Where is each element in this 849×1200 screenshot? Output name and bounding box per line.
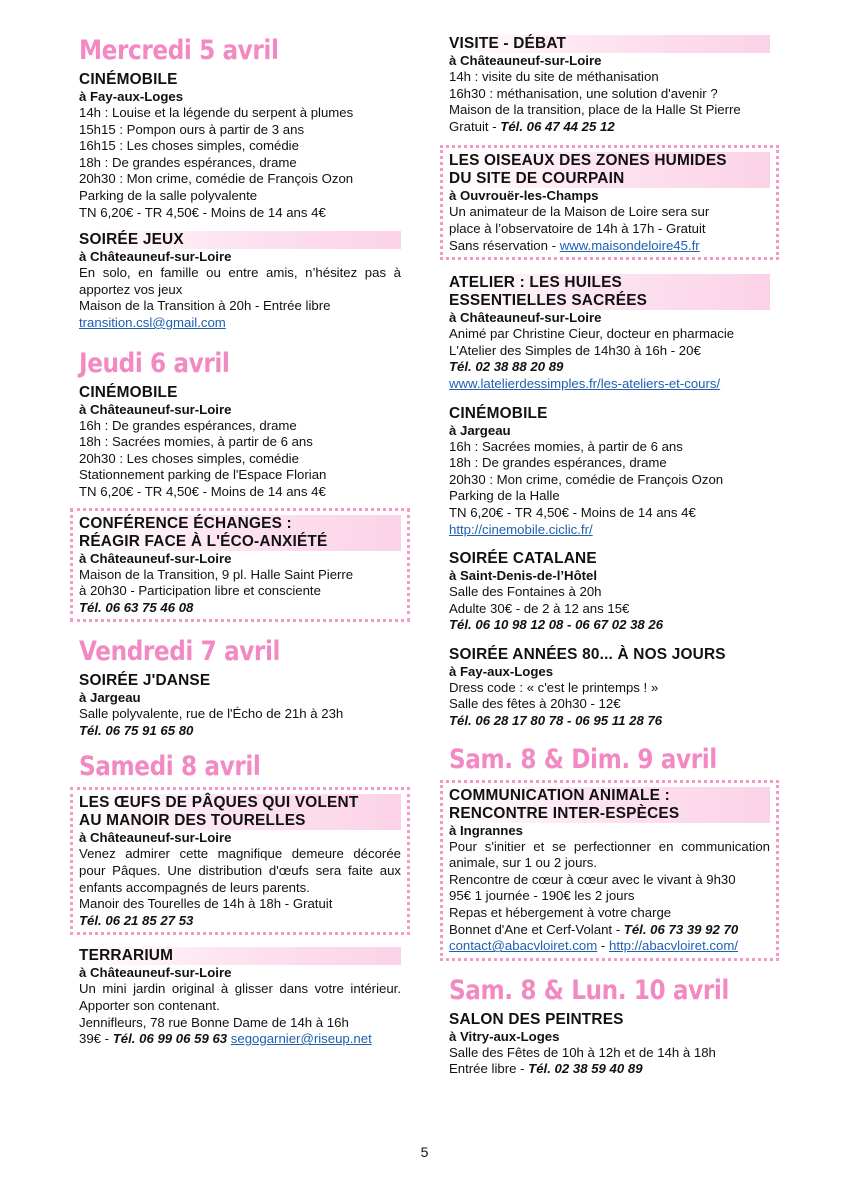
event-line: place à l’observatoire de 14h à 17h - Gratuit [449,220,706,236]
event-location: à Châteauneuf-sur-Loire [79,401,232,417]
event-price: Gratuit - [449,118,501,134]
event-location: à Châteauneuf-sur-Loire [79,550,232,566]
event-conference-eco-anxiete [70,508,410,623]
website-link[interactable]: http://abacvloiret.com/ [609,938,739,954]
website-link[interactable]: www.maisondeloire45.fr [559,237,700,253]
event-location: à Saint-Denis-de-l’Hôtel [449,568,598,584]
event-line: 16h30 : méthanisation, une solution d'avenir ? [449,85,718,101]
event-title: CINÉMOBILE [79,71,178,88]
day-heading-mercredi: Mercredi 5 avril [79,35,279,66]
event-location: à Châteauneuf-sur-Loire [79,249,232,265]
event-description: En solo, en famille ou entre amis, n’hésitez pas à apportez vos jeux [79,265,401,297]
event-line: 16h15 : Les choses simples, comédie [79,138,299,154]
event-location: à Fay-aux-Loges [449,663,554,679]
event-title: SOIRÉE ANNÉES 80... À NOS JOURS [449,645,726,663]
event-title: VISITE - DÉBAT [449,35,770,53]
event-line: TN 6,20€ - TR 4,50€ - Moins de 14 ans 4€ [79,483,326,499]
event-line: 15h15 : Pompon ours à partir de 3 ans [79,121,305,137]
event-cinemobile-fay [79,71,401,221]
event-title: CINÉMOBILE [449,404,548,422]
event-title: LES ŒUFS DE PÂQUES QUI VOLENT [79,794,401,812]
website-link[interactable]: http://cinemobile.ciclic.fr/ [449,521,593,537]
left-column [79,0,401,1048]
event-line: 20h30 : Mon crime, comédie de François Ozon [79,171,354,187]
event-location: à Vitry-aux-Loges [449,1028,560,1044]
event-location: à Châteauneuf-sur-Loire [79,830,232,846]
event-title: TERRARIUM [79,947,401,965]
event-line: 95€ 1 journée - 190€ les 2 jours [449,888,635,904]
event-line: Dress code : « c'est le printemps ! » [449,679,659,695]
email-link[interactable]: contact@abacvloiret.com [449,938,598,954]
event-location: à Châteauneuf-sur-Loire [449,53,602,68]
event-line: Parking de la Halle [449,488,560,504]
day-heading-sam-lun: Sam. 8 & Lun. 10 avril [449,974,729,1006]
event-line: Maison de la Transition, 9 pl. Halle Saint Pierre [79,566,354,582]
event-soiree-catalane [449,550,770,634]
event-salon-des-peintres [449,1011,770,1078]
event-cinemobile-chateauneuf [79,384,401,501]
event-line: Salle polyvalente, rue de l'Écho de 21h à 23h [79,706,344,722]
event-location: à Châteauneuf-sur-Loire [449,310,602,326]
event-line: Adulte 30€ - de 2 à 12 ans 15€ [449,600,630,616]
event-line: Salle des Fontaines à 20h [449,584,602,600]
event-title: ESSENTIELLES SACRÉES [449,292,770,310]
phone-number: Tél. 02 38 59 40 89 [528,1061,643,1077]
event-line: Maison de la transition, place de la Halle St Pierre [449,102,741,118]
event-line: Salle des Fêtes de 10h à 12h et de 14h à 18h [449,1044,716,1060]
event-line: Un animateur de la Maison de Loire sera sur [449,204,710,220]
event-line: 20h30 : Les choses simples, comédie [79,450,299,466]
event-description: Venez admirer cette magnifique demeure décorée pour Pâques. Une distribution d'œufs sera faite aux enfants accompagnés de leurs parents. [79,846,401,895]
event-title: LES OISEAUX DES ZONES HUMIDES [449,152,770,170]
event-line: 18h : De grandes espérances, drame [449,455,667,471]
event-title: RENCONTRE INTER-ESPÈCES [449,805,770,823]
event-title: AU MANOIR DES TOURELLES [79,812,401,830]
event-line: 20h30 : Mon crime, comédie de François Ozon [449,471,724,487]
event-line: 14h : Louise et la légende du serpent à plumes [79,105,354,120]
email-link[interactable]: transition.csl@gmail.com [79,314,226,330]
event-line: 14h : visite du site de méthanisation [449,69,659,84]
event-title: SOIRÉE JEUX [79,231,401,249]
event-line: L'Atelier des Simples de 14h30 à 16h - 20€ [449,342,701,358]
event-oeufs-de-paques [70,787,410,935]
day-heading-sam-dim: Sam. 8 & Dim. 9 avril [449,743,717,775]
event-title: ATELIER : LES HUILES [449,274,770,292]
event-visite-debat [449,35,770,135]
separator: - [597,938,609,954]
event-line: Jennifleurs, 78 rue Bonne Dame de 14h à 16h [79,1014,349,1030]
phone-number: Tél. 06 75 91 65 80 [79,722,194,738]
phone-number: Tél. 06 99 06 59 63 [112,1031,228,1047]
day-heading-jeudi: Jeudi 6 avril [79,347,230,379]
event-location: à Châteauneuf-sur-Loire [79,965,232,981]
day-heading-samedi: Samedi 8 avril [79,751,261,783]
phone-number: Tél. 06 73 39 92 70 [623,921,739,937]
event-line: Animé par Christine Cieur, docteur en pharmacie [449,326,735,342]
event-line: à 20h30 - Participation libre et consciente [79,583,321,599]
event-soiree-jeux [79,231,401,331]
event-title: CONFÉRENCE ÉCHANGES : [79,515,401,533]
event-location: à Ingrannes [449,822,524,838]
phone-number: Tél. 02 38 88 20 89 [449,359,564,375]
event-title: DU SITE DE COURPAIN [449,170,770,188]
event-line: 16h : Sacrées momies, à partir de 6 ans [449,438,683,454]
event-line: Parking de la salle polyvalente [79,187,258,203]
event-line: Repas et hébergement à votre charge [449,905,672,921]
email-link[interactable]: segogarnier@riseup.net [230,1031,372,1047]
event-line: Maison de la Transition à 20h - Entrée libre [79,298,331,314]
day-heading-vendredi: Vendredi 7 avril [79,636,281,668]
event-price: 39€ - [79,1031,113,1047]
event-title: SALON DES PEINTRES [449,1010,624,1028]
phone-number: Tél. 06 10 98 12 08 - 06 67 02 38 26 [449,617,664,633]
page-number: 5 [420,1144,429,1160]
event-line: 18h : De grandes espérances, drame [79,154,297,170]
event-description: Un mini jardin original à glisser dans votre intérieur. Apporter son contenant. [79,981,401,1014]
phone-number: Tél. 06 28 17 80 78 - 06 95 11 28 76 [449,713,663,729]
event-soiree-annees-80 [449,646,770,730]
event-line: TN 6,20€ - TR 4,50€ - Moins de 14 ans 4€ [449,504,696,520]
event-location: à Fay-aux-Loges [79,89,184,104]
event-line: Manoir des Tourelles de 14h à 18h - Gratuit [79,896,333,912]
event-line: Entrée libre - [449,1061,529,1077]
event-line: Salle des fêtes à 20h30 - 12€ [449,696,621,712]
event-soiree-jdanse [79,672,401,739]
event-title: CINÉMOBILE [79,383,178,401]
event-line: 18h : Sacrées momies, à partir de 6 ans [79,434,313,450]
event-location: à Jargeau [79,690,141,706]
event-terrarium [79,947,401,1047]
event-cinemobile-jargeau [449,405,770,539]
event-location: à Jargeau [449,422,511,438]
event-communication-animale [440,780,779,961]
event-title: SOIRÉE CATALANE [449,550,597,568]
event-oiseaux-zones-humides [440,145,779,260]
event-atelier-huiles [449,274,770,392]
event-title: COMMUNICATION ANIMALE : [449,787,770,805]
right-column [449,0,770,1078]
event-line: TN 6,20€ - TR 4,50€ - Moins de 14 ans 4€ [79,204,326,220]
event-line: Sans réservation - [449,237,560,253]
event-line: 16h : De grandes espérances, drame [79,417,297,433]
event-line: Bonnet d'Ane et Cerf-Volant - [449,921,624,937]
phone-number: Tél. 06 63 75 46 08 [79,599,194,615]
event-location: à Ouvrouër-les-Champs [449,188,599,204]
event-line: Stationnement parking de l'Espace Florian [79,467,327,483]
event-title: SOIRÉE J'DANSE [79,672,211,690]
phone-number: Tél. 06 47 44 25 12 [500,118,615,134]
event-line: Rencontre de cœur à cœur avec le vivant à 9h30 [449,871,736,887]
phone-number: Tél. 06 21 85 27 53 [79,912,194,928]
event-title: RÉAGIR FACE À L'ÉCO-ANXIÉTÉ [79,533,401,551]
website-link[interactable]: www.latelierdessimples.fr/les-ateliers-et-cours/ [449,375,721,391]
event-description: Pour s'initier et se perfectionner en communication animale, sur 1 ou 2 jours. [449,838,770,871]
